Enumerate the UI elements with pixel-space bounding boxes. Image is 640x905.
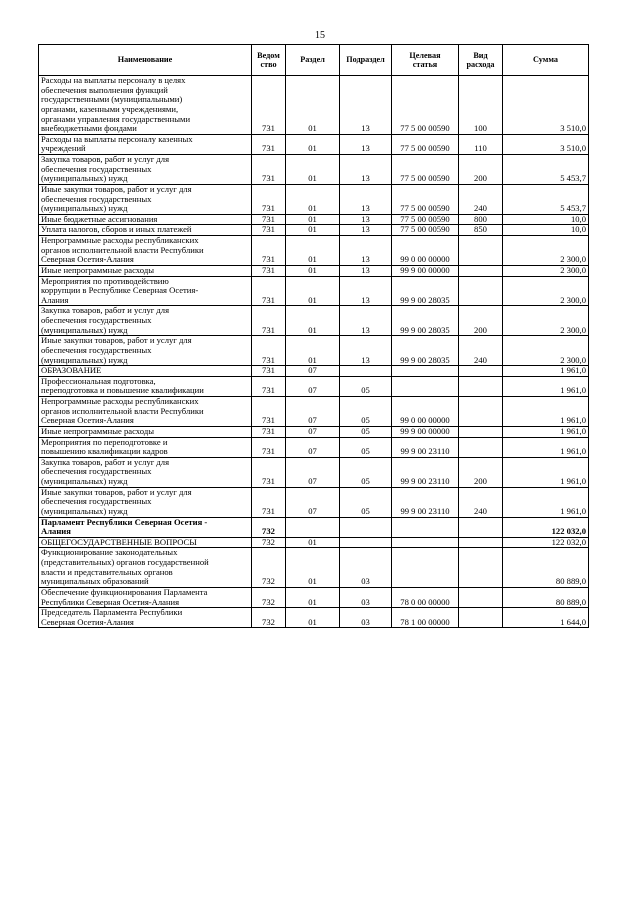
cell-amount: 3 510,0 — [503, 134, 589, 154]
cell-amount: 1 961,0 — [503, 366, 589, 377]
cell-dept: 732 — [252, 608, 286, 628]
cell-subsection: 13 — [340, 236, 392, 266]
cell-dept: 731 — [252, 265, 286, 276]
table-row — [39, 306, 589, 336]
table-row — [39, 397, 589, 427]
cell-subsection: 05 — [340, 426, 392, 437]
cell-name: Непрограммные расходы республиканских органов исполнительной власти Республики Северная Осетия-Алания — [39, 397, 252, 427]
cell-section: 01 — [286, 236, 340, 266]
cell-amount: 1 961,0 — [503, 426, 589, 437]
table-row — [39, 457, 589, 487]
header-type: Вид расхода — [459, 45, 503, 76]
cell-target — [392, 376, 459, 396]
cell-amount: 1 961,0 — [503, 437, 589, 457]
cell-name: Уплата налогов, сборов и иных платежей — [39, 225, 252, 236]
cell-type — [459, 426, 503, 437]
cell-type — [459, 548, 503, 588]
cell-amount: 2 300,0 — [503, 265, 589, 276]
header-target: Целевая статья — [392, 45, 459, 76]
cell-type — [459, 397, 503, 427]
cell-section: 07 — [286, 376, 340, 396]
cell-dept: 731 — [252, 184, 286, 214]
cell-name: Иные бюджетные ассигнования — [39, 214, 252, 225]
cell-amount: 1 961,0 — [503, 487, 589, 517]
cell-subsection: 03 — [340, 587, 392, 607]
table-row — [39, 155, 589, 185]
cell-dept: 731 — [252, 397, 286, 427]
cell-name: Функционирование законодательных (представительных) органов государственной власти и представительных органов муниципальных образований — [39, 548, 252, 588]
cell-dept: 731 — [252, 236, 286, 266]
cell-section — [286, 517, 340, 537]
table-row — [39, 537, 589, 548]
cell-section: 01 — [286, 548, 340, 588]
cell-target: 99 9 00 28035 — [392, 336, 459, 366]
table-row — [39, 587, 589, 607]
cell-amount: 2 300,0 — [503, 276, 589, 306]
cell-target: 99 9 00 00000 — [392, 426, 459, 437]
budget-table — [38, 44, 589, 628]
cell-dept: 731 — [252, 76, 286, 135]
cell-section: 07 — [286, 487, 340, 517]
cell-dept: 731 — [252, 366, 286, 377]
cell-dept: 731 — [252, 426, 286, 437]
table-row — [39, 608, 589, 628]
cell-target: 99 9 00 28035 — [392, 306, 459, 336]
cell-subsection: 13 — [340, 265, 392, 276]
table-row — [39, 517, 589, 537]
header-subsection: Подраздел — [340, 45, 392, 76]
cell-dept: 731 — [252, 487, 286, 517]
cell-section: 01 — [286, 76, 340, 135]
cell-target — [392, 517, 459, 537]
cell-section: 01 — [286, 587, 340, 607]
cell-dept: 731 — [252, 276, 286, 306]
cell-target: 77 5 00 00590 — [392, 214, 459, 225]
table-row — [39, 376, 589, 396]
cell-name: Расходы на выплаты персоналу в целях обеспечения выполнения функций государственными (муниципальными) органами, казенными учреждениями, органами управления государственными внебюджетными фондами — [39, 76, 252, 135]
cell-dept: 731 — [252, 376, 286, 396]
cell-subsection: 03 — [340, 608, 392, 628]
cell-subsection: 05 — [340, 376, 392, 396]
cell-type: 240 — [459, 487, 503, 517]
cell-subsection: 13 — [340, 134, 392, 154]
cell-dept: 731 — [252, 134, 286, 154]
cell-name: Непрограммные расходы республиканских органов исполнительной власти Республики Северная Осетия-Алания — [39, 236, 252, 266]
cell-name: Председатель Парламента Республики Северная Осетия-Алания — [39, 608, 252, 628]
cell-amount: 2 300,0 — [503, 306, 589, 336]
cell-name: ОБЩЕГОСУДАРСТВЕННЫЕ ВОПРОСЫ — [39, 537, 252, 548]
table-row — [39, 134, 589, 154]
cell-subsection: 05 — [340, 437, 392, 457]
cell-target: 99 9 00 00000 — [392, 265, 459, 276]
cell-subsection — [340, 537, 392, 548]
cell-section: 01 — [286, 225, 340, 236]
cell-target: 77 5 00 00590 — [392, 76, 459, 135]
table-row — [39, 437, 589, 457]
cell-dept: 731 — [252, 214, 286, 225]
cell-target: 99 9 00 23110 — [392, 487, 459, 517]
cell-type — [459, 276, 503, 306]
cell-target: 99 0 00 00000 — [392, 236, 459, 266]
cell-target: 77 5 00 00590 — [392, 134, 459, 154]
cell-dept: 731 — [252, 225, 286, 236]
table-row — [39, 336, 589, 366]
cell-section: 07 — [286, 366, 340, 377]
cell-target: 77 5 00 00590 — [392, 184, 459, 214]
cell-target: 99 0 00 00000 — [392, 397, 459, 427]
cell-section: 01 — [286, 184, 340, 214]
cell-name: Парламент Республики Северная Осетия - Алания — [39, 517, 252, 537]
cell-section: 01 — [286, 265, 340, 276]
page-number: 15 — [315, 30, 325, 41]
cell-subsection — [340, 517, 392, 537]
cell-section: 01 — [286, 608, 340, 628]
cell-name: ОБРАЗОВАНИЕ — [39, 366, 252, 377]
cell-subsection: 03 — [340, 548, 392, 588]
cell-type — [459, 366, 503, 377]
header-dept: Ведом ство — [252, 45, 286, 76]
cell-subsection: 13 — [340, 306, 392, 336]
cell-type: 200 — [459, 155, 503, 185]
table-header-row — [39, 45, 589, 76]
cell-name: Иные закупки товаров, работ и услуг для обеспечения государственных (муниципальных) нужд — [39, 487, 252, 517]
cell-amount: 1 961,0 — [503, 376, 589, 396]
table-row — [39, 548, 589, 588]
cell-section: 07 — [286, 397, 340, 427]
cell-amount: 122 032,0 — [503, 537, 589, 548]
header-name: Наименование — [39, 45, 252, 76]
cell-name: Иные непрограммные расходы — [39, 426, 252, 437]
cell-target: 77 5 00 00590 — [392, 225, 459, 236]
cell-type — [459, 265, 503, 276]
header-section: Раздел — [286, 45, 340, 76]
cell-amount: 122 032,0 — [503, 517, 589, 537]
cell-amount: 1 961,0 — [503, 457, 589, 487]
cell-name: Закупка товаров, работ и услуг для обеспечения государственных (муниципальных) нужд — [39, 306, 252, 336]
cell-section: 01 — [286, 537, 340, 548]
cell-type: 100 — [459, 76, 503, 135]
cell-dept: 732 — [252, 517, 286, 537]
cell-name: Мероприятия по противодействию коррупции в Республике Северная Осетия- Алания — [39, 276, 252, 306]
cell-subsection: 05 — [340, 487, 392, 517]
cell-target — [392, 548, 459, 588]
cell-subsection: 13 — [340, 214, 392, 225]
cell-dept: 731 — [252, 437, 286, 457]
cell-subsection: 13 — [340, 184, 392, 214]
cell-section: 07 — [286, 457, 340, 487]
cell-type — [459, 236, 503, 266]
cell-section: 01 — [286, 306, 340, 336]
cell-section: 01 — [286, 214, 340, 225]
cell-dept: 732 — [252, 537, 286, 548]
cell-target: 99 9 00 23110 — [392, 437, 459, 457]
cell-type — [459, 608, 503, 628]
cell-subsection: 13 — [340, 336, 392, 366]
table-row — [39, 225, 589, 236]
cell-section: 07 — [286, 426, 340, 437]
cell-amount: 10,0 — [503, 225, 589, 236]
cell-subsection: 05 — [340, 397, 392, 427]
cell-amount: 80 889,0 — [503, 587, 589, 607]
cell-subsection: 13 — [340, 76, 392, 135]
table-row — [39, 184, 589, 214]
cell-type: 240 — [459, 184, 503, 214]
cell-amount: 80 889,0 — [503, 548, 589, 588]
cell-type — [459, 537, 503, 548]
cell-amount: 3 510,0 — [503, 76, 589, 135]
table-row — [39, 487, 589, 517]
cell-target: 99 9 00 28035 — [392, 276, 459, 306]
cell-name: Закупка товаров, работ и услуг для обеспечения государственных (муниципальных) нужд — [39, 457, 252, 487]
table-row — [39, 276, 589, 306]
cell-type: 200 — [459, 457, 503, 487]
cell-target — [392, 366, 459, 377]
cell-dept: 732 — [252, 587, 286, 607]
cell-target — [392, 537, 459, 548]
cell-name: Иные закупки товаров, работ и услуг для обеспечения государственных (муниципальных) нужд — [39, 184, 252, 214]
cell-amount: 5 453,7 — [503, 184, 589, 214]
cell-name: Мероприятия по переподготовке и повышению квалификации кадров — [39, 437, 252, 457]
cell-amount: 10,0 — [503, 214, 589, 225]
cell-subsection: 13 — [340, 225, 392, 236]
cell-subsection: 13 — [340, 155, 392, 185]
cell-type: 240 — [459, 336, 503, 366]
cell-target: 99 9 00 23110 — [392, 457, 459, 487]
table-row — [39, 366, 589, 377]
cell-section: 01 — [286, 276, 340, 306]
cell-subsection — [340, 366, 392, 377]
cell-type — [459, 517, 503, 537]
cell-amount: 1 644,0 — [503, 608, 589, 628]
cell-subsection: 13 — [340, 276, 392, 306]
cell-type: 800 — [459, 214, 503, 225]
cell-name: Расходы на выплаты персоналу казенных учреждений — [39, 134, 252, 154]
cell-amount: 2 300,0 — [503, 336, 589, 366]
cell-type: 850 — [459, 225, 503, 236]
cell-name: Закупка товаров, работ и услуг для обеспечения государственных (муниципальных) нужд — [39, 155, 252, 185]
cell-name: Иные закупки товаров, работ и услуг для обеспечения государственных (муниципальных) нужд — [39, 336, 252, 366]
cell-target: 78 1 00 00000 — [392, 608, 459, 628]
cell-target: 77 5 00 00590 — [392, 155, 459, 185]
cell-subsection: 05 — [340, 457, 392, 487]
cell-dept: 731 — [252, 155, 286, 185]
cell-amount: 2 300,0 — [503, 236, 589, 266]
table-row — [39, 426, 589, 437]
cell-dept: 732 — [252, 548, 286, 588]
cell-section: 01 — [286, 155, 340, 185]
cell-type — [459, 376, 503, 396]
cell-amount: 1 961,0 — [503, 397, 589, 427]
cell-amount: 5 453,7 — [503, 155, 589, 185]
table-row — [39, 236, 589, 266]
table-row — [39, 265, 589, 276]
cell-section: 07 — [286, 437, 340, 457]
cell-target: 78 0 00 00000 — [392, 587, 459, 607]
cell-name: Профессиональная подготовка, переподготовка и повышение квалификации — [39, 376, 252, 396]
cell-dept: 731 — [252, 457, 286, 487]
table-row — [39, 214, 589, 225]
cell-name: Иные непрограммные расходы — [39, 265, 252, 276]
table-row — [39, 76, 589, 135]
header-amount: Сумма — [503, 45, 589, 76]
cell-type: 200 — [459, 306, 503, 336]
cell-type: 110 — [459, 134, 503, 154]
cell-dept: 731 — [252, 336, 286, 366]
cell-name: Обеспечение функционирования Парламента Республики Северная Осетия-Алания — [39, 587, 252, 607]
cell-type — [459, 587, 503, 607]
cell-section: 01 — [286, 336, 340, 366]
cell-section: 01 — [286, 134, 340, 154]
cell-type — [459, 437, 503, 457]
cell-dept: 731 — [252, 306, 286, 336]
